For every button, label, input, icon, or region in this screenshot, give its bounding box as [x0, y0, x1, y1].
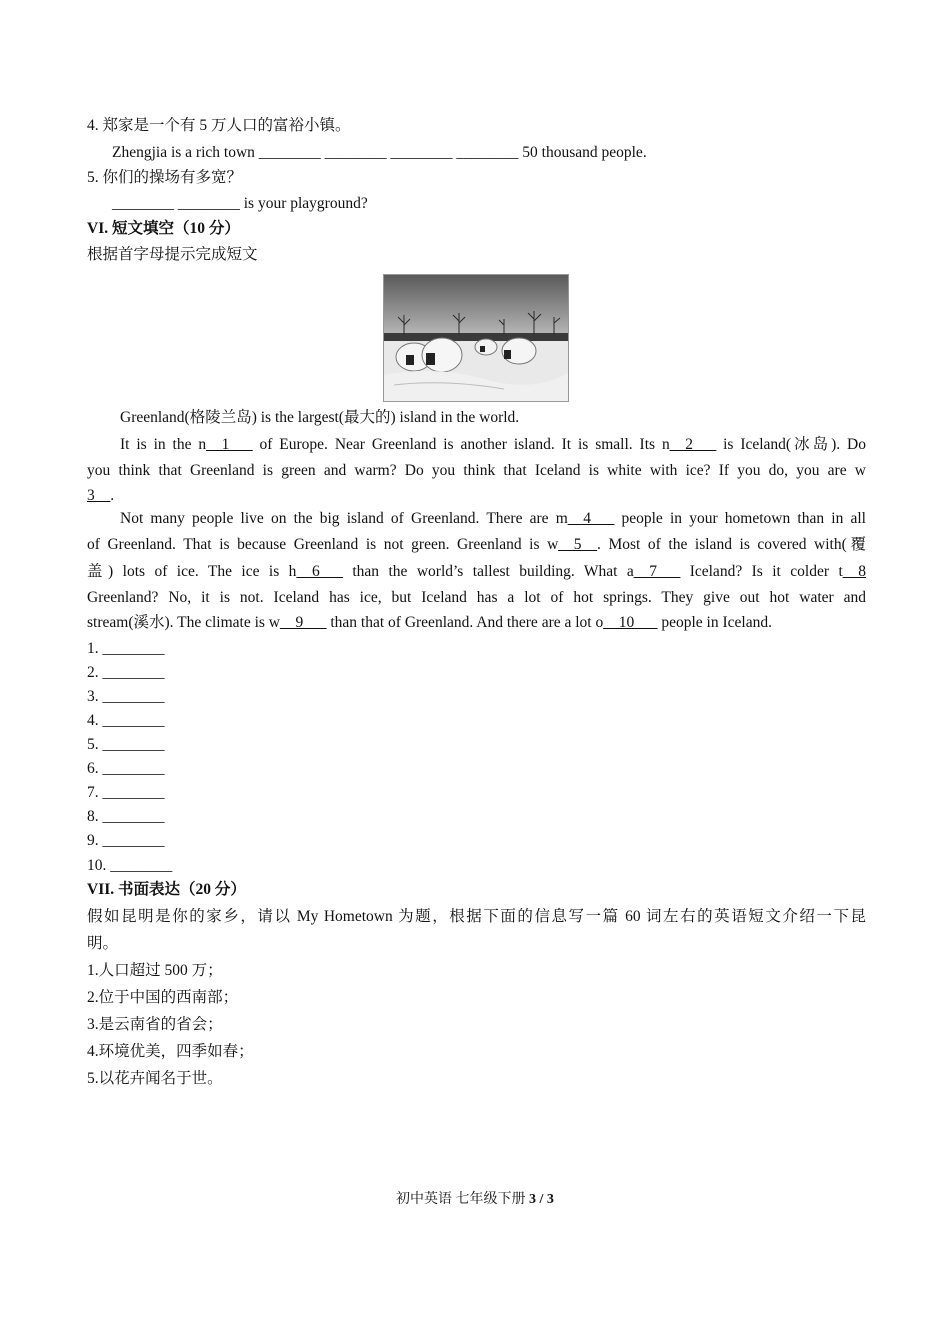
blank-6: __6___	[296, 563, 343, 580]
question-4-chinese: 4. 郑家是一个有 5 万人口的富裕小镇。	[87, 117, 351, 134]
section-7-title: VII. 书面表达（20 分）	[87, 881, 246, 898]
passage-line-4: 3__.	[87, 487, 115, 504]
answer-line-3: 3. ________	[87, 688, 165, 705]
info-point-5: 5.以花卉闻名于世。	[87, 1070, 223, 1087]
passage-line-5: Not many people live on the big island of Greenland. There are m__4___ people in your hometown than in all	[120, 510, 866, 527]
page-footer	[0, 1190, 950, 1210]
section-7-intro-line-1: 假如昆明是你的家乡，请以 My Hometown 为题，根据下面的信息写一篇 60 词左右的英语短文介绍一下昆	[87, 908, 866, 925]
info-point-2: 2.位于中国的西南部；	[87, 989, 239, 1006]
blank-3: 3__	[87, 487, 111, 504]
question-5-english: ________ ________ is your playground?	[112, 195, 368, 212]
answer-line-8: 8. ________	[87, 808, 165, 825]
info-point-1: 1.人口超过 500 万；	[87, 962, 223, 979]
page-number: 3 / 3	[529, 1192, 554, 1207]
passage-paragraph-1: Greenland(格陵兰岛) is the largest(最大的) island in the world.	[120, 409, 520, 426]
blank-1: __1___	[206, 436, 253, 453]
passage-line-2: It is in the n__1___ of Europe. Near Greenland is another island. It is small. Its n__2___ is Iceland(冰岛). Do	[120, 436, 866, 453]
passage-line-8: Greenland? No, it is not. Iceland has ice, but Iceland has a lot of hot springs. They give out hot water and	[87, 589, 866, 606]
blank-2: __2___	[669, 436, 717, 453]
info-point-3: 3.是云南省的省会；	[87, 1016, 223, 1033]
answer-line-5: 5. ________	[87, 736, 165, 753]
igloo-photo	[383, 274, 569, 402]
blank-4: __4___	[567, 510, 615, 527]
blank-7: __7___	[633, 563, 681, 580]
blank-10: __10___	[603, 614, 658, 631]
passage-line-7: 盖) lots of ice. The ice is h__6___ than the world’s tallest building. What a__7___ Iceland? Is it colder t__8	[87, 563, 866, 580]
footer-label: 初中英语 七年级下册	[396, 1192, 530, 1207]
answer-line-4: 4. ________	[87, 712, 165, 729]
section-7-intro-line-2: 明。	[87, 935, 119, 952]
passage-line-9: stream(溪水). The climate is w__9___ than that of Greenland. And there are a lot o__10___ people in Iceland.	[87, 614, 772, 631]
blank-8: __8	[842, 563, 866, 580]
passage-line-3: you think that Greenland is green and warm? Do you think that Iceland is white with ice? If you do, you are w	[87, 462, 866, 479]
section-6-instruction: 根据首字母提示完成短文	[87, 246, 258, 263]
section-6-title: VI. 短文填空（10 分）	[87, 220, 240, 237]
info-point-4: 4.环境优美，四季如春；	[87, 1043, 254, 1060]
blank-5: __5__	[558, 536, 598, 553]
answer-line-10: 10. ________	[87, 857, 173, 874]
answer-line-6: 6. ________	[87, 760, 165, 777]
answer-line-7: 7. ________	[87, 784, 165, 801]
passage-line-6: of Greenland. That is because Greenland is not green. Greenland is w__5__. Most of the island is covered with(覆	[87, 536, 866, 553]
answer-line-9: 9. ________	[87, 832, 165, 849]
answer-line-1: 1. ________	[87, 640, 165, 657]
question-4-english: Zhengjia is a rich town ________ ________ ________ ________ 50 thousand people.	[112, 144, 647, 161]
blank-9: __9___	[279, 614, 327, 631]
question-5-chinese: 5. 你们的操场有多宽？	[87, 169, 243, 186]
answer-line-2: 2. ________	[87, 664, 165, 681]
